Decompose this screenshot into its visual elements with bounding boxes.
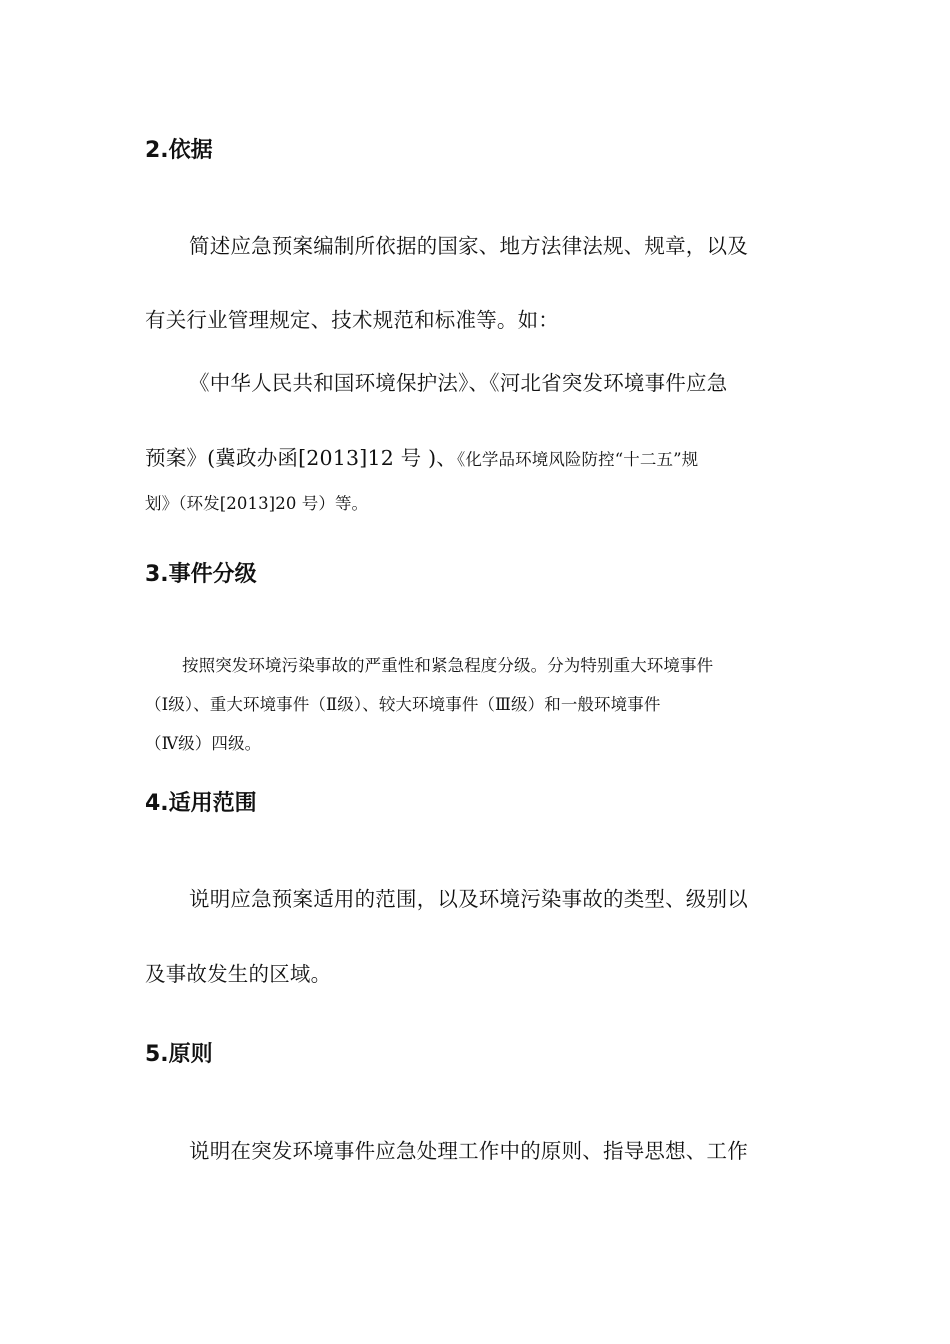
basis-paragraph-line-2: 有关行业管理规定、技术规范和标准等。如： (145, 308, 559, 332)
grading-line-3: （Ⅳ级）四级。 (145, 734, 262, 753)
section-heading-grading: 3.事件分级 (145, 562, 257, 587)
section-heading-scope: 4.适用范围 (145, 791, 257, 816)
basis-references-line-1: 《中华人民共和国环境保护法》、《河北省突发环境事件应急 (189, 371, 728, 395)
basis-references-line-2a: 预案》(冀政办函[2013]12 号 )、 (145, 446, 457, 470)
scope-line-1: 说明应急预案适用的范围，以及环境污染事故的类型、级别以 (189, 887, 748, 911)
principles-line-1: 说明在突发环境事件应急处理工作中的原则、指导思想、工作 (189, 1139, 748, 1163)
basis-references-line-2 (145, 444, 810, 472)
section-heading-basis: 2.依据 (145, 138, 213, 163)
grading-line-1: 按照突发环境污染事故的严重性和紧急程度分级。分为特别重大环境事件 (182, 656, 714, 675)
section-heading-principles: 5.原则 (145, 1042, 213, 1067)
basis-references-line-2b: 《化学品环境风险防控“十二五”规 (456, 450, 699, 469)
scope-line-2: 及事故发生的区域。 (145, 962, 332, 986)
grading-line-2: （Ⅰ级）、重大环境事件（Ⅱ级）、较大环境事件（Ⅲ级）和一般环境事件 (145, 695, 661, 714)
basis-references-line-3: 划》（环发[2013]20 号）等。 (145, 494, 369, 513)
basis-paragraph-line-1: 简述应急预案编制所依据的国家、地方法律法规、规章，以及 (189, 234, 748, 258)
